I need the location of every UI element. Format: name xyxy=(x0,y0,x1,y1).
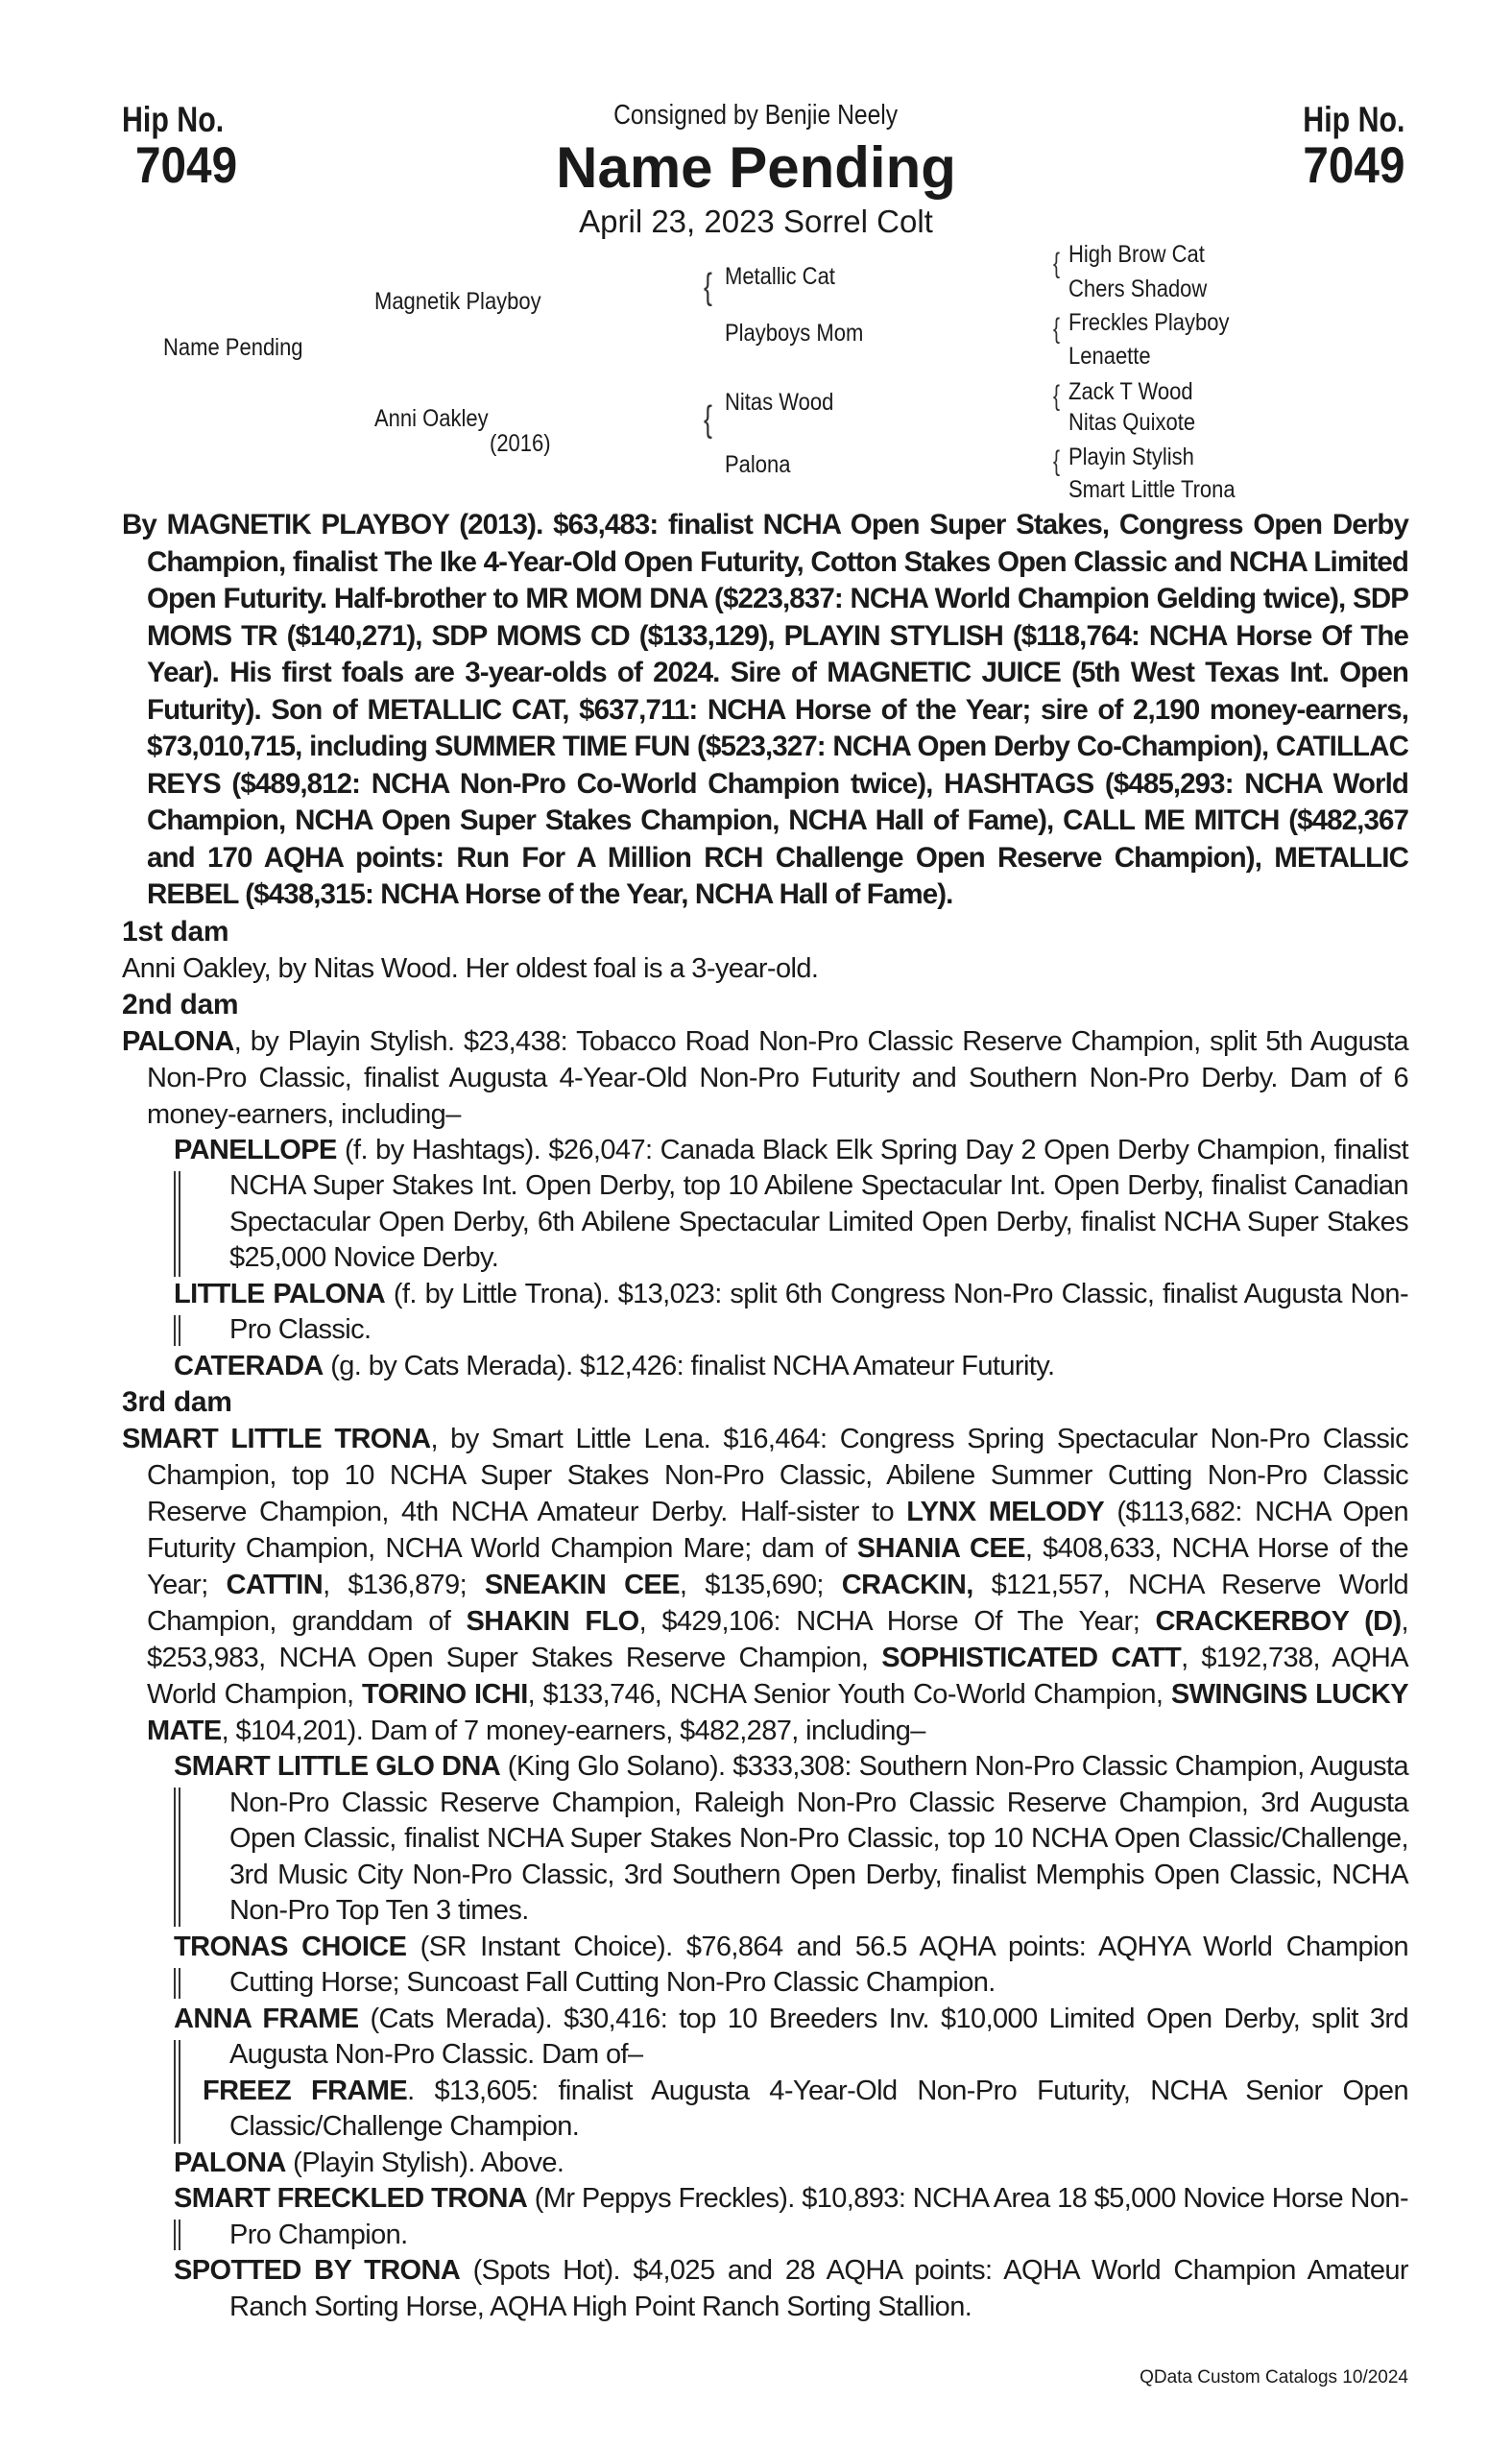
brace-icon: { xyxy=(704,267,712,307)
pedigree-dam: Anni Oakley xyxy=(374,405,489,432)
pedigree-subject: Name Pending xyxy=(163,334,303,361)
produce-entry: CATERADA (g. by Cats Merada). $12,426: finalist NCHA Amateur Futurity. xyxy=(174,1350,1055,1381)
pedigree-gg-8: Smart Little Trona xyxy=(1068,476,1236,503)
catalog-body xyxy=(122,507,1408,2325)
produce-bar xyxy=(174,1171,180,1277)
brace-icon: { xyxy=(1053,380,1061,412)
pedigree-dam-year: (2016) xyxy=(490,430,551,457)
produce-entry: ANNA FRAME (Cats Merada). $30,416: top 10 Breeders Inv. $10,000 Limited Open Derby, split 3rd Augusta Non-Pro Classic. Dam of– xyxy=(174,2002,1408,2074)
brace-icon: { xyxy=(1053,248,1061,279)
brace-icon: { xyxy=(1053,445,1061,477)
third-dam-text: SMART LITTLE TRONA, by Smart Little Lena. $16,464: Congress Spring Spectacular Non-Pro Classic Champion, top 10 NCHA Super Stakes Non-Pro Classic, Abilene Summer Cutting Non-Pro Classic Reserve Champion, 4th NCHA Amateur Derby. Half-sister to LYNX MELODY ($113,682: NCHA Open Futurity Champion, NCHA World Champion Mare; dam of SHANIA CEE, $408,633, NCHA Horse of the Year; CATTIN, $136,879; SNEAKIN CEE, $135,690; CRACKIN, $121,557, NCHA Reserve World Champion, granddam of SHAKIN FLO, $429,106: NCHA Horse Of The Year; CRACKERBOY (D), $253,983, NCHA Open Super Stakes Reserve Champion, SOPHISTICATED CATT, $192,738, AQHA World Champion, TORINO ICHI, $133,746, NCHA Senior Youth Co-World Champion, SWINGINS LUCKY MATE, $104,201). Dam of 7 money-earners, $482,287, including– xyxy=(122,1424,1409,1746)
consignor: Consigned by Benjie Neely xyxy=(613,100,899,131)
second-dam-heading: 2nd dam xyxy=(122,988,239,1020)
footer-credit: QData Custom Catalogs 10/2024 xyxy=(1140,2367,1408,2388)
pedigree-gg-4: Lenaette xyxy=(1068,343,1151,370)
brace-icon: { xyxy=(1053,313,1061,345)
produce-bar xyxy=(174,1315,180,1346)
produce-bar xyxy=(174,2040,180,2144)
first-dam-text: Anni Oakley, by Nitas Wood. Her oldest foal is a 3-year-old. xyxy=(122,952,819,984)
produce-entry: LITTLE PALONA (f. by Little Trona). $13,023: split 6th Congress Non-Pro Classic, finalist Augusta Non-Pro Classic. xyxy=(174,1278,1409,1345)
pedigree-gg-3: Freckles Playboy xyxy=(1068,309,1230,336)
produce-entry: PALONA (Playin Stylish). Above. xyxy=(174,2147,564,2178)
produce-entry: SMART LITTLE GLO DNA (King Glo Solano). $333,308: Southern Non-Pro Classic Champion, Augusta Non-Pro Classic Reserve Champion, Raleigh Non-Pro Classic Reserve Champion, 3rd Augusta Open Classic, finalist NCHA Super Stakes Non-Pro Classic, top 10 NCHA Open Classic/Challenge, 3rd Music City Non-Pro Classic, 3rd Southern Open Derby, finalist Memphis Open Classic, NCHA Non-Pro Top Ten 3 times. xyxy=(174,1751,1408,1926)
produce-bar xyxy=(174,1968,180,1999)
hip-label: Hip No. xyxy=(122,100,225,139)
pedigree-dam-dam: Palona xyxy=(725,451,791,478)
third-dam-heading: 3rd dam xyxy=(122,1386,232,1418)
brace-icon: { xyxy=(704,399,712,440)
horse-name-title: Name Pending xyxy=(556,135,956,200)
pedigree-gg-2: Chers Shadow xyxy=(1068,276,1208,302)
foaling-info: April 23, 2023 Sorrel Colt xyxy=(579,204,933,239)
produce-entry: PANELLOPE (f. by Hashtags). $26,047: Canada Black Elk Spring Day 2 Open Derby Champion, finalist NCHA Super Stakes Int. Open Derby, top 10 Abilene Spectacular Int. Open Derby, finalist Canadian Spectacular Open Derby, 6th Abilene Spectacular Limited Open Derby, finalist NCHA Super Stakes $25,000 Novice Derby. xyxy=(174,1133,1408,1277)
produce-entry: TRONAS CHOICE (SR Instant Choice). $76,864 and 56.5 AQHA points: AQHYA World Champion Cutting Horse; Suncoast Fall Cutting Non-Pro Classic Champion. xyxy=(174,1931,1408,1998)
produce-bar xyxy=(174,1788,180,1927)
pedigree-sire: Magnetik Playboy xyxy=(374,288,541,315)
produce-bar xyxy=(174,2220,180,2250)
hip-number: 7049 xyxy=(1302,137,1404,194)
produce-entry: SMART FRECKLED TRONA (Mr Peppys Freckles). $10,893: NCHA Area 18 $5,000 Novice Horse Non-Pro Champion. xyxy=(174,2183,1409,2250)
pedigree-gg-1: High Brow Cat xyxy=(1068,241,1205,268)
pedigree-gg-5: Zack T Wood xyxy=(1068,378,1193,405)
pedigree-sire-dam: Playboys Mom xyxy=(725,320,864,347)
first-dam-heading: 1st dam xyxy=(122,915,229,948)
hip-number: 7049 xyxy=(135,137,238,194)
produce-entry-grandoffspring: FREEZ FRAME. $13,605: finalist Augusta 4-Year-Old Non-Pro Futurity, NCHA Senior Open Classic/Challenge Champion. xyxy=(203,2075,1408,2142)
pedigree-gg-7: Playin Stylish xyxy=(1068,444,1194,470)
hip-label: Hip No. xyxy=(1302,100,1404,139)
pedigree-dam-sire: Nitas Wood xyxy=(725,389,834,416)
produce-entry: SPOTTED BY TRONA (Spots Hot). $4,025 and 28 AQHA points: AQHA World Champion Amateur Ranch Sorting Horse, AQHA High Point Ranch Sorting Stallion. xyxy=(174,2255,1408,2322)
pedigree-sire-sire: Metallic Cat xyxy=(725,263,835,290)
second-dam-text: PALONA, by Playin Stylish. $23,438: Tobacco Road Non-Pro Classic Reserve Champion, split 5th Augusta Non-Pro Classic, finalist Augusta 4-Year-Old Non-Pro Futurity and Southern Non-Pro Derby. Dam of 6 money-earners, including– xyxy=(122,1025,1408,1130)
sire-paragraph: By MAGNETIK PLAYBOY (2013). $63,483: finalist NCHA Open Super Stakes, Congress Open Derby Champion, finalist The Ike 4-Year-Old Open Futurity, Cotton Stakes Open Classic and NCHA Limited Open Futurity. Half-brother to MR MOM DNA ($223,837: NCHA World Champion Gelding twice), SDP MOMS TR ($140,271), SDP MOMS CD ($133,129), PLAYIN STYLISH ($118,764: NCHA Horse Of The Year). His first foals are 3-year-olds of 2024. Sire of MAGNETIC JUICE (5th West Texas Int. Open Futurity). Son of METALLIC CAT, $637,711: NCHA Horse of the Year; sire of 2,190 money-earners, $73,010,715, including SUMMER TIME FUN ($523,327: NCHA Open Derby Co-Champion), CATILLAC REYS ($489,812: NCHA Non-Pro Co-World Champion twice), HASHTAGS ($485,293: NCHA World Champion, NCHA Open Super Stakes Champion, NCHA Hall of Fame), CALL ME MITCH ($482,367 and 170 AQHA points: Run For A Million RCH Challenge Open Reserve Champion), METALLIC REBEL ($438,315: NCHA Horse of the Year, NCHA Hall of Fame). xyxy=(122,509,1408,910)
pedigree-gg-6: Nitas Quixote xyxy=(1068,409,1196,436)
